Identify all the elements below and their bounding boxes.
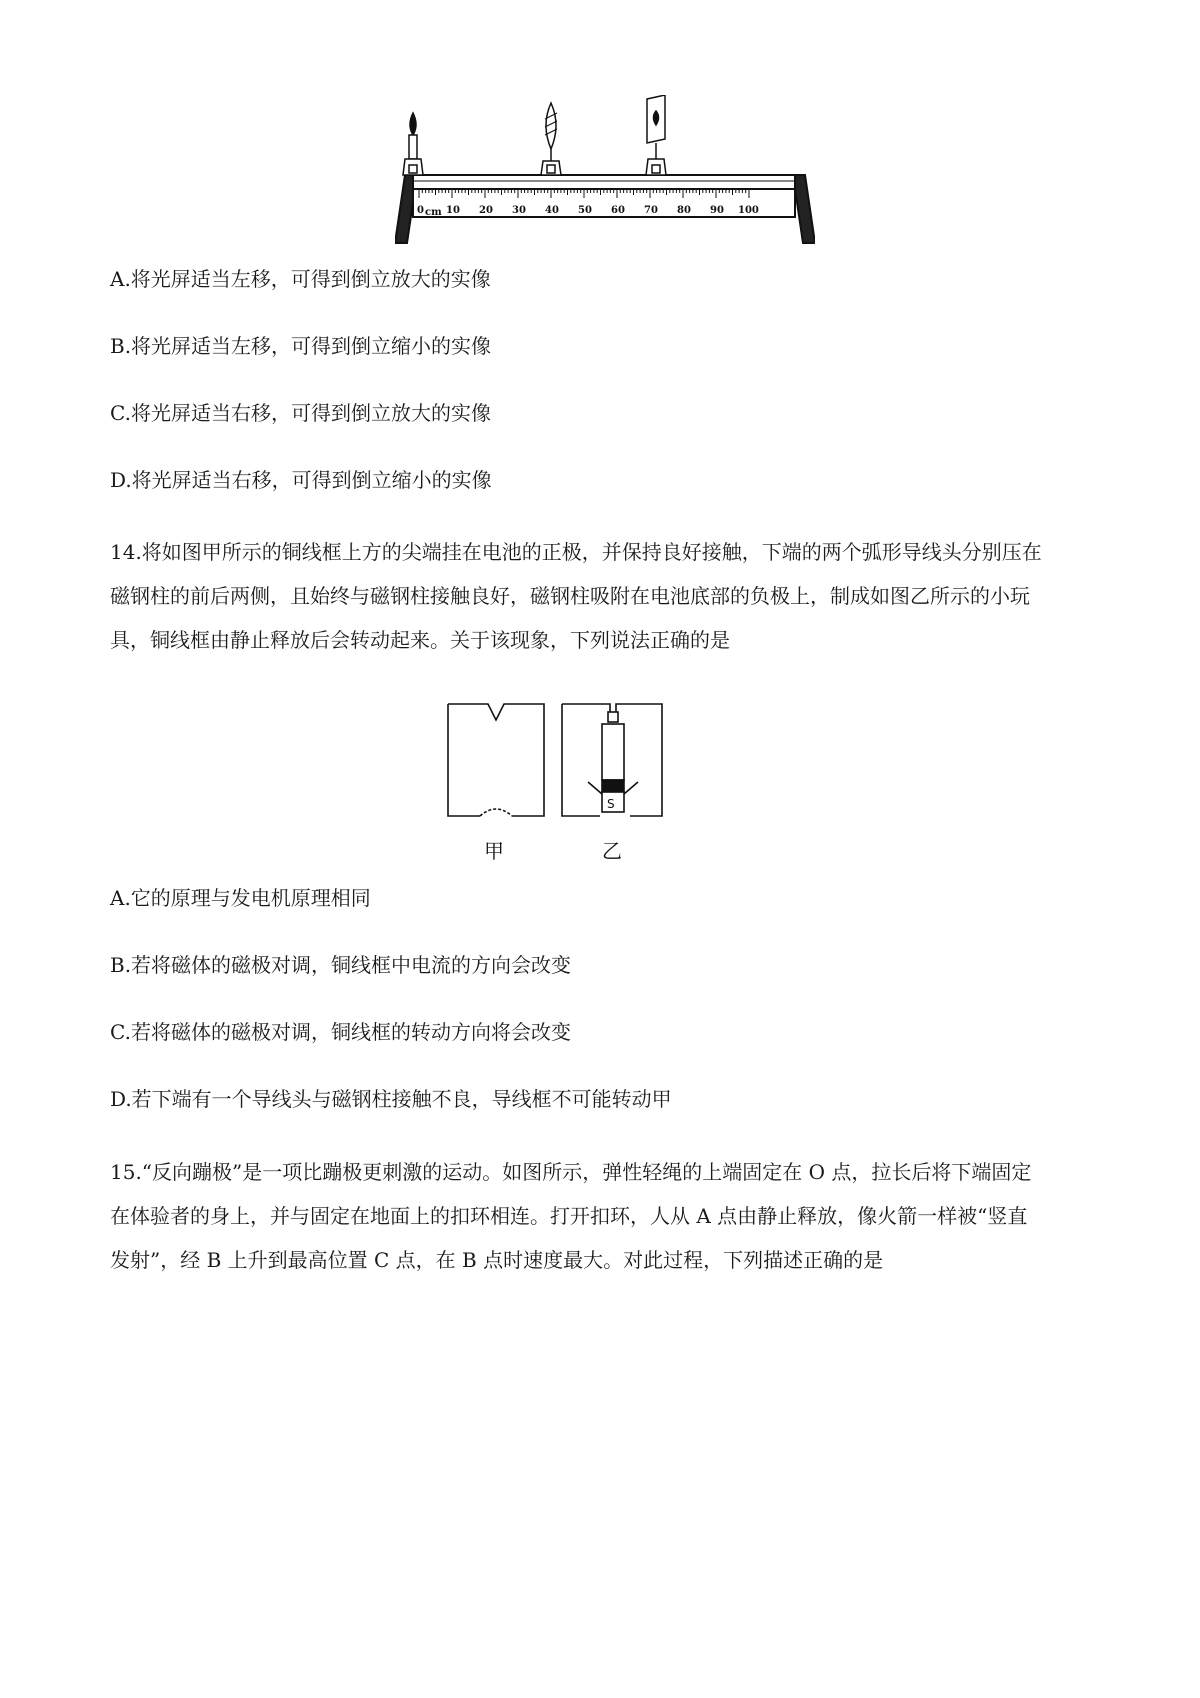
light-screen-icon bbox=[646, 95, 666, 175]
figure-label-jia: 甲 bbox=[484, 839, 504, 863]
ruler-tick-70: 70 bbox=[644, 205, 658, 216]
q13-option-c: C.将光屏适当右移，可得到倒立放大的实像 bbox=[110, 401, 491, 425]
q15-stem bbox=[110, 1150, 1110, 1282]
copper-frame-figure bbox=[440, 698, 680, 870]
q13-option-a: A.将光屏适当左移，可得到倒立放大的实像 bbox=[110, 267, 491, 291]
q14-option-b: B.若将磁体的磁极对调，铜线框中电流的方向会改变 bbox=[110, 953, 572, 977]
q14-stem-line: 具，铜线框由静止释放后会转动起来。关于该现象，下列说法正确的是 bbox=[110, 628, 730, 652]
candle-icon bbox=[403, 113, 423, 175]
q14-stem bbox=[110, 530, 1110, 662]
convex-lens-icon bbox=[541, 103, 561, 175]
figure-label-yi: 乙 bbox=[602, 839, 622, 863]
ruler-tick-90: 90 bbox=[710, 205, 724, 216]
ruler-unit-cm: cm bbox=[425, 207, 442, 218]
q14-option-a: A.它的原理与发电机原理相同 bbox=[110, 886, 371, 910]
q14-stem-line: 14.将如图甲所示的铜线框上方的尖端挂在电池的正极，并保持良好接触，下端的两个弧形导线头分别压在 bbox=[110, 540, 1042, 564]
q14-option-c: C.若将磁体的磁极对调，铜线框的转动方向将会改变 bbox=[110, 1020, 571, 1044]
ruler-tick-80: 80 bbox=[677, 205, 691, 216]
ruler-tick-40: 40 bbox=[545, 205, 559, 216]
optical-bench-figure bbox=[395, 95, 815, 245]
ruler-tick-20: 20 bbox=[479, 205, 493, 216]
q15-stem-line: 发射”，经 B 上升到最高位置 C 点，在 B 点时速度最大。对此过程，下列描述正确的是 bbox=[110, 1248, 884, 1272]
ruler-tick-10: 10 bbox=[446, 205, 460, 216]
q13-option-d: D.将光屏适当右移，可得到倒立缩小的实像 bbox=[110, 468, 492, 492]
q15-stem-line: 在体验者的身上，并与固定在地面上的扣环相连。打开扣环，人从 A 点由静止释放，像火箭一样被“竖直 bbox=[110, 1204, 1028, 1228]
copper-frame-jia bbox=[448, 704, 544, 816]
q14-option-d: D.若下端有一个导线头与磁钢柱接触不良，导线框不可能转动甲 bbox=[110, 1087, 672, 1111]
magnet-pole-label: S bbox=[607, 797, 615, 811]
q13-option-b: B.将光屏适当左移，可得到倒立缩小的实像 bbox=[110, 334, 492, 358]
ruler-tick-60: 60 bbox=[611, 205, 625, 216]
ruler-tick-100: 100 bbox=[738, 205, 759, 216]
q15-stem-line: 15.“反向蹦极”是一项比蹦极更刺激的运动。如图所示，弹性轻绳的上端固定在 O 点，拉长后将下端固定 bbox=[110, 1160, 1032, 1184]
ruler-tick-0: 0 bbox=[417, 205, 424, 216]
ruler-tick-50: 50 bbox=[578, 205, 592, 216]
ruler-tick-30: 30 bbox=[512, 205, 526, 216]
q14-stem-line: 磁钢柱的前后两侧，且始终与磁钢柱接触良好，磁钢柱吸附在电池底部的负极上，制成如图乙所示的小玩 bbox=[110, 584, 1030, 608]
